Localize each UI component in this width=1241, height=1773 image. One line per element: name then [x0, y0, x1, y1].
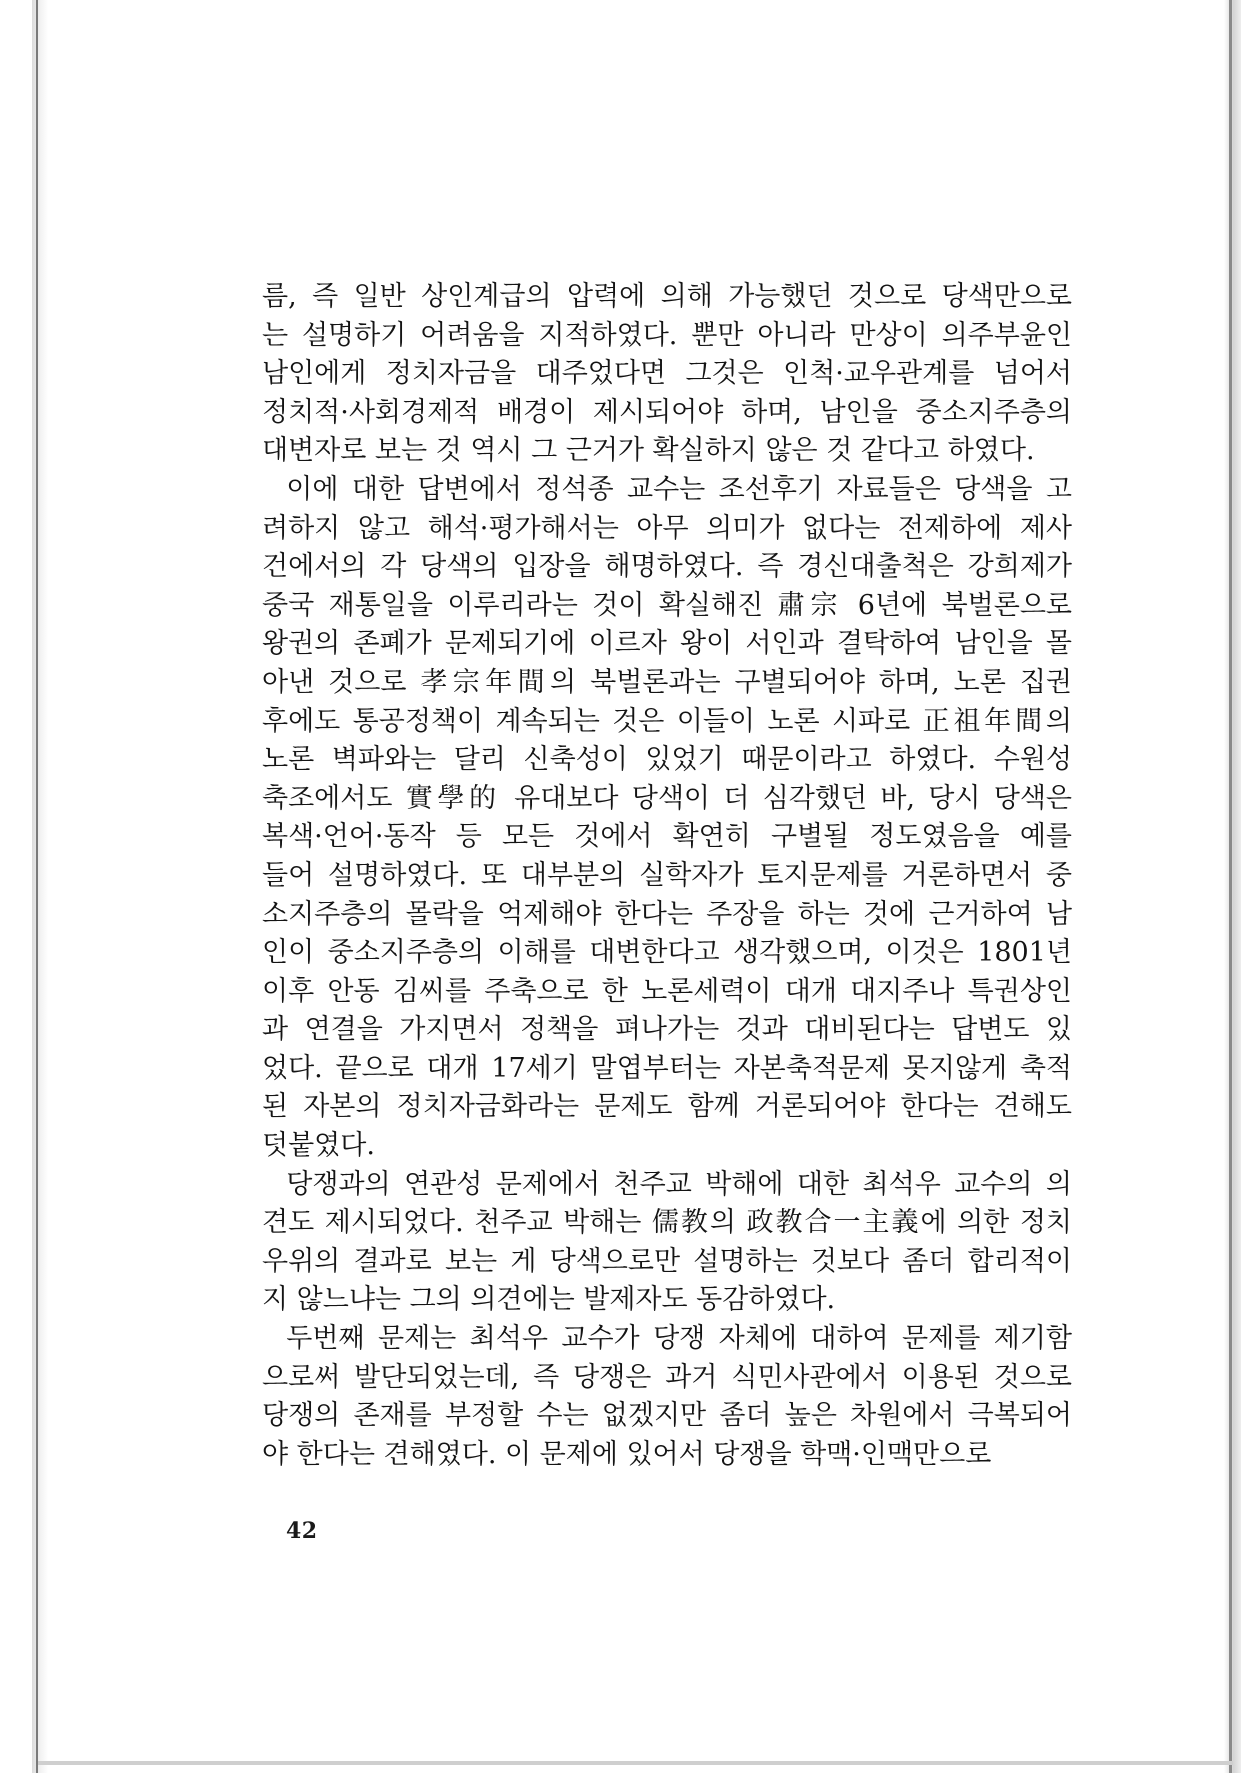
text-line: 었다. 끝으로 대개 17세기 말엽부터는 자본축적문제 못지않게 축적 — [262, 1052, 1072, 1084]
text-line: 야 한다는 견해였다. 이 문제에 있어서 당쟁을 학맥·인맥만으로 — [262, 1438, 992, 1470]
text-line: 왕권의 존폐가 문제되기에 이르자 왕이 서인과 결탁하여 남인을 몰 — [262, 628, 1072, 660]
text-line: 남인에게 정치자금을 대주었다면 그것은 인척·교우관계를 넘어서 — [262, 358, 1072, 390]
text-line: 으로써 발단되었는데, 즉 당쟁은 과거 식민사관에서 이용된 것으로 — [262, 1361, 1072, 1393]
text-line: 름, 즉 일반 상인계급의 압력에 의해 가능했던 것으로 당색만으로 — [262, 281, 1072, 312]
text-line: 된 자본의 정치자금화라는 문제도 함께 거론되어야 한다는 견해도 — [262, 1091, 1072, 1123]
text-line: 후에도 통공정책이 계속되는 것은 이들이 노론 시파로 正祖年間의 — [262, 705, 1072, 737]
text-line: 들어 설명하였다. 또 대부분의 실학자가 토지문제를 거론하면서 중 — [262, 859, 1072, 891]
paragraph — [262, 1320, 1072, 1474]
page-left-edge-line — [36, 0, 38, 1773]
text-line: 지 않느냐는 그의 의견에는 발제자도 동감하였다. — [262, 1284, 836, 1316]
text-line: 과 연결을 가지면서 정책을 펴나가는 것과 대비된다는 답변도 있 — [262, 1014, 1072, 1046]
page-right-edge-shadow — [1224, 0, 1241, 1773]
text-line: 축조에서도 實學的 유대보다 당색이 더 심각했던 바, 당시 당색은 — [262, 782, 1072, 814]
text-line: 우위의 결과로 보는 게 당색으로만 설명하는 것보다 좀더 합리적이 — [262, 1245, 1072, 1277]
text-line: 인이 중소지주층의 이해를 대변한다고 생각했으며, 이것은 1801년 — [262, 937, 1072, 969]
text-line: 복색·언어·동작 등 모든 것에서 확연히 구별될 정도였음을 예를 — [262, 821, 1072, 853]
text-line: 건에서의 각 당색의 입장을 해명하였다. 즉 경신대출척은 강희제가 — [262, 551, 1072, 583]
page-bottom-edge — [38, 1761, 1233, 1765]
text-line: 는 설명하기 어려움을 지적하였다. 뿐만 아니라 만상이 의주부윤인 — [262, 319, 1072, 351]
text-line: 소지주층의 몰락을 억제해야 한다는 주장을 하는 것에 근거하여 남 — [262, 898, 1072, 930]
page-number: 42 — [286, 1518, 318, 1544]
text-line: 견도 제시되었다. 천주교 박해는 儒教의 政教合一主義에 의한 정치 — [262, 1207, 1072, 1239]
text-line: 당쟁과의 연관성 문제에서 천주교 박해에 대한 최석우 교수의 의 — [286, 1168, 1072, 1200]
paragraph — [262, 1166, 1072, 1320]
text-line: 정치적·사회경제적 배경이 제시되어야 하며, 남인을 중소지주층의 — [262, 396, 1072, 428]
text-line: 아낸 것으로 孝宗年間의 북벌론과는 구별되어야 하며, 노론 집권 — [262, 666, 1072, 698]
text-line: 당쟁의 존재를 부정할 수는 없겠지만 좀더 높은 차원에서 극복되어 — [262, 1400, 1072, 1432]
text-line: 이후 안동 김씨를 주축으로 한 노론세력이 대개 대지주나 특권상인 — [262, 975, 1072, 1007]
text-line: 대변자로 보는 것 역시 그 근거가 확실하지 않은 것 같다고 하였다. — [262, 435, 1035, 467]
text-line: 려하지 않고 해석·평가해서는 아무 의미가 없다는 전제하에 제사 — [262, 512, 1072, 544]
text-line: 이에 대한 답변에서 정석종 교수는 조선후기 자료들은 당색을 고 — [286, 473, 1072, 505]
text-line: 덧붙였다. — [262, 1130, 375, 1162]
paragraph — [262, 471, 1072, 1166]
page-left-edge-shadow — [32, 0, 48, 1773]
text-line: 노론 벽파와는 달리 신축성이 있었기 때문이라고 하였다. 수원성 — [262, 744, 1072, 776]
paragraph — [262, 278, 1072, 471]
text-line: 중국 재통일을 이루리라는 것이 확실해진 肅宗 6년에 북벌론으로 — [262, 589, 1072, 621]
text-line: 두번째 문제는 최석우 교수가 당쟁 자체에 대하여 문제를 제기함 — [286, 1323, 1072, 1355]
body-text — [262, 278, 1072, 1474]
page-right-edge-line — [1229, 0, 1232, 1773]
